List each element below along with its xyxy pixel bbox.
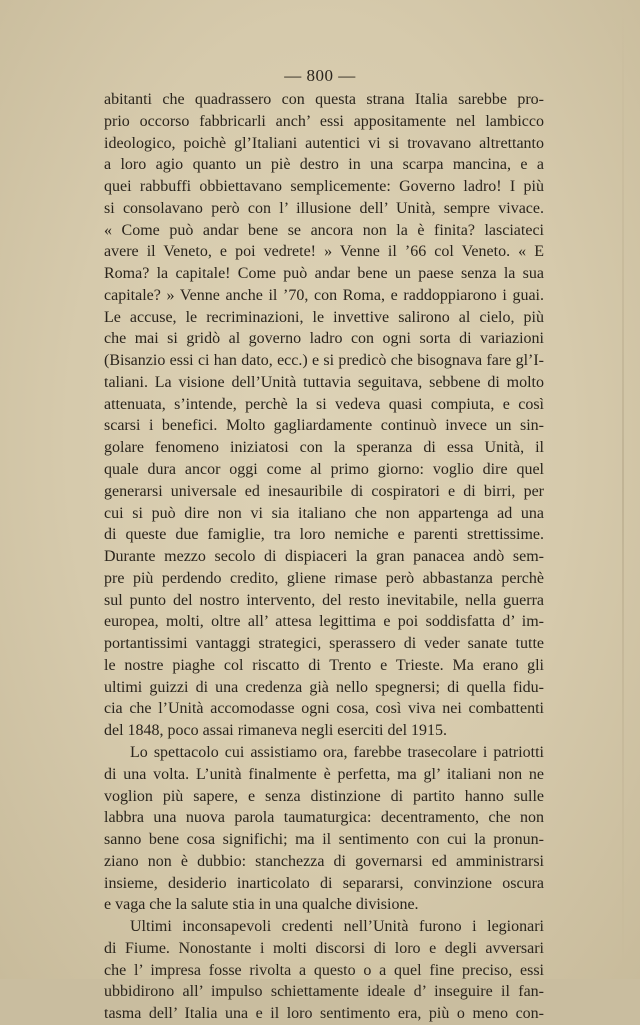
text-line: abitanti che quadrassero con questa strana Italia sarebbe pro- [104, 91, 544, 108]
text-line: di una volta. L’unità finalmente è perfetta, ma gl’ italiani non ne [104, 765, 544, 783]
page-edge-shadow [622, 0, 624, 979]
text-line: le nostre piaghe col riscatto di Trento e Trieste. Ma erano gli [104, 656, 544, 674]
text-line: capitale? » Venne anche il ’70, con Roma, e raddoppiarono i guai. [104, 286, 544, 304]
text-line: di queste due famiglie, tra loro nemiche e parenti strettissime. [104, 526, 544, 544]
text-line: di Fiume. Nonostante i molti discorsi di loro e degli avversari [104, 939, 544, 957]
text-line: cui si può dire non vi sia italiano che non appartenga ad una [104, 504, 544, 522]
text-line: che mai si gridò al governo ladro con ogni sorta di variazioni [104, 330, 544, 348]
text-line: del 1848, poco assai rimaneva negli eserciti del 1915. [104, 722, 448, 740]
text-line: sanno bene cosa significhi; ma il sentimento con cui la pronun- [104, 831, 544, 849]
text-line: pre più perdendo credito, gliene rimase però abbastanza perchè [104, 569, 544, 587]
text-line: che l’ impresa fosse rivolta a questo o a quel fine preciso, essi [104, 961, 544, 979]
text-line: voglion più sapere, e senza distinzione di partito hanno sulle [104, 787, 544, 805]
text-line: cia che l’Unità accomodasse ogni cosa, così viva nei combattenti [104, 700, 544, 718]
text-line: generarsi universale ed inesauribile di cospiratori e di birri, per [104, 482, 544, 500]
text-line: Roma? la capitale! Come può andar bene un paese senza la sua [104, 265, 544, 283]
text-line: portantissimi vantaggi strategici, sperassero di veder sanate tutte [104, 635, 544, 653]
text-line: quale dura ancor oggi come al primo giorno: voglio dire quel [104, 461, 544, 479]
text-line: Lo spettacolo cui assistiamo ora, farebbe trasecolare i patriotti [130, 743, 544, 761]
body-text [104, 89, 544, 1025]
text-line: ultimi guizzi di una credenza già nello spegnersi; di quella fidu- [104, 678, 544, 696]
text-line: insieme, desiderio inarticolato di separarsi, convinzione oscura [104, 874, 544, 892]
text-line: e vaga che la salute stia in una qualche divisione. [104, 896, 419, 914]
text-line: tasma dell’ Italia una e il loro sentimento era, più o meno con- [104, 1005, 544, 1023]
text-line: sul punto del nostro intervento, del resto inevitabile, nella guerra [104, 591, 544, 609]
text-line: ziano non è dubbio: stanchezza di governarsi ed amministrarsi [104, 852, 544, 870]
text-line: si consolavano però con l’ illusione dell’ Unità, sempre vivace. [104, 199, 544, 217]
text-line: scarsi i benefici. Molto gagliardamente continuò invece un sin- [104, 417, 544, 435]
text-line: ubbidirono all’ impulso schiettamente ideale d’ inseguire il fan- [104, 983, 544, 1001]
text-line: Durante mezzo secolo di dispiaceri la gran panacea andò sem- [104, 548, 544, 566]
text-line: a loro agio quanto un piè destro in una scarpa mancina, e a [104, 156, 544, 174]
text-line: (Bisanzio essi ci han dato, ecc.) e si predicò che bisognava fare gl’I- [104, 352, 544, 370]
page-number: — 800 — [284, 66, 356, 85]
text-line: prio occorso fabbricarli anch’ essi appositamente nel lambicco [104, 112, 544, 130]
text-line: « Come può andar bene se ancora non la è finita? lasciateci [104, 221, 544, 239]
text-line: europea, molti, oltre all’ attesa legittima e poi soddisfatta d’ im- [104, 613, 544, 631]
text-line: ideologico, poichè gl’Italiani autentici vi si trovavano altrettanto [104, 134, 544, 152]
text-line: Le accuse, le recriminazioni, le invettive salirono al cielo, più [104, 308, 544, 326]
text-line: golare fenomeno iniziatosi con la speranza di essa Unità, il [104, 439, 544, 457]
text-line: quei rabbuffi obbiettavano semplicemente: Governo ladro! I più [104, 178, 544, 196]
text-line: avere il Veneto, e poi vedrete! » Venne il ’66 col Veneto. « E [104, 243, 544, 261]
text-line: Ultimi inconsapevoli credenti nell’Unità furono i legionari [130, 918, 544, 936]
text-line: taliani. La visione dell’Unità tuttavia seguitava, sebbene di molto [104, 373, 544, 391]
text-line: labbra una nuova parola taumaturgica: decentramento, che non [104, 809, 544, 827]
text-line: attenuata, s’intende, perchè la si vedeva quasi compiuta, e così [104, 395, 544, 413]
